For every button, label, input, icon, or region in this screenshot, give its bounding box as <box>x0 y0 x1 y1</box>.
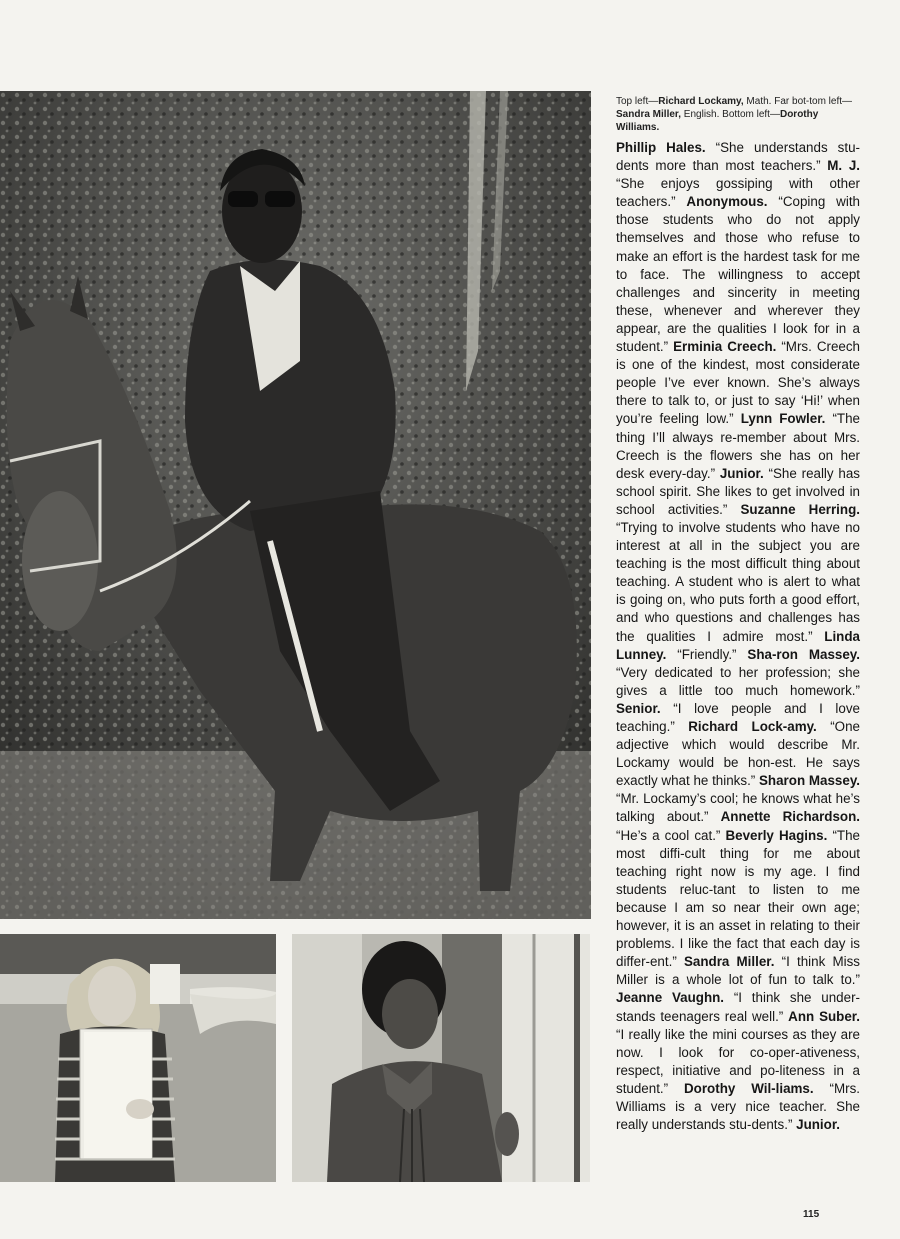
speaker-name: Senior. <box>616 700 661 716</box>
speaker-name: Jeanne Vaughn. <box>616 990 725 1006</box>
quote-text: “Trying to involve students who have no interest at all in the subject you are teaching is the most difficult thing about teaching. A student who is alert to what is going on, who puts forth a good effort, and who questions and challenges has the qualities I admire most.” <box>616 519 860 644</box>
speaker-name: Ann Suber. <box>788 1008 861 1024</box>
speaker-name: Dorothy Wil-liams. <box>684 1080 814 1096</box>
quote-text: “Mrs. Creech is one of the kindest, most considerate people I’ve ever known. She’s always there to talk to, or just to say ‘Hi!’ when you’re feeling low.” <box>616 339 860 427</box>
quote-text: “Mr. Lockamy’s cool; he knows what he’s talking about.” <box>616 791 860 825</box>
speaker-name: Sandra Miller. <box>683 954 775 970</box>
speaker-name: Sandra Miller, <box>616 109 682 120</box>
photo-caption <box>616 95 862 134</box>
photo-woman-by-window <box>292 934 590 1182</box>
speaker-name: Annette Richardson. <box>720 809 860 825</box>
quote-text: “The thing I’ll always re-member about Mrs. Creech is the flowers she has on her desk every-day.” <box>616 411 860 481</box>
quote-text: “Coping with those students who do not apply themselves and those who refuse to make an effort is the hardest task for me to face. The willingness to accept challenges and sincerity in meeting these, whenever and wherever they appear, are the qualities I look for in a student.” <box>616 194 860 355</box>
quote-text: Math. Far bot-tom left— <box>743 96 853 107</box>
speaker-name: Erminia Creech. <box>673 339 777 355</box>
page-number: 115 <box>803 1209 820 1220</box>
quote-text: “I think Miss Miller is a whole lot of fun to talk to.” <box>616 954 860 988</box>
quote-text: “She understands stu-dents more than most teachers.” <box>616 140 860 174</box>
speaker-name: Linda Lunney. <box>616 628 860 662</box>
quote-text: “Friendly.” <box>666 646 748 662</box>
quote-text: “Very dedicated to her profession; she gives a little too much homework.” <box>616 664 860 698</box>
article-text <box>616 139 860 1134</box>
speaker-name: Anonymous. <box>686 194 768 210</box>
quote-text: “I really like the mini courses as they are now. I look for co-oper-ativeness, respect, initiative and po-liteness in a student.” <box>616 1026 860 1096</box>
quote-text: “He’s a cool cat.” <box>616 827 726 843</box>
speaker-name: Phillip Hales. <box>616 140 706 155</box>
quote-text: “Mrs. Williams is a very nice teacher. She really understands stu-dents.” <box>616 1080 860 1133</box>
speaker-name: Richard Lock-amy. <box>688 719 817 734</box>
quote-text: “She really has school spirit. She likes to get involved in school activities.” <box>616 465 860 517</box>
speaker-name: Richard Lockamy, <box>658 96 744 107</box>
speaker-name: Junior. <box>796 1117 841 1133</box>
speaker-name: Dorothy Williams. <box>616 109 819 133</box>
quote-text: English. Bottom left— <box>681 109 780 120</box>
quote-text: “I love people and I love teaching.” <box>616 700 860 734</box>
quote-text: Top left— <box>616 96 659 107</box>
photo-man-on-horse <box>0 91 591 919</box>
photo-woman-with-folders <box>0 934 276 1182</box>
quote-text: “One adjective which would describe Mr. Lockamy would be hon-est. He says exactly what he thinks.” <box>616 719 860 789</box>
quote-text: “I think she under-stands teenagers real well.” <box>616 990 860 1024</box>
speaker-name: Junior. <box>719 465 764 481</box>
speaker-name: Beverly Hagins. <box>725 827 828 843</box>
speaker-name: Suzanne Herring. <box>740 501 860 517</box>
speaker-name: Sharon Massey. <box>759 773 860 789</box>
quote-text: “She enjoys gossiping with other teachers.” <box>616 176 860 210</box>
quote-text: “The most diffi-cult thing for me about teaching right now is my age. I find students reluc-tant to listen to me because I am so near their own age; however, it is an asset in relating to their problems. I like the fact that each day is differ-ent.” <box>616 827 860 970</box>
speaker-name: M. J. <box>827 158 860 174</box>
speaker-name: Sha-ron Massey. <box>747 646 860 662</box>
speaker-name: Lynn Fowler. <box>740 411 826 427</box>
